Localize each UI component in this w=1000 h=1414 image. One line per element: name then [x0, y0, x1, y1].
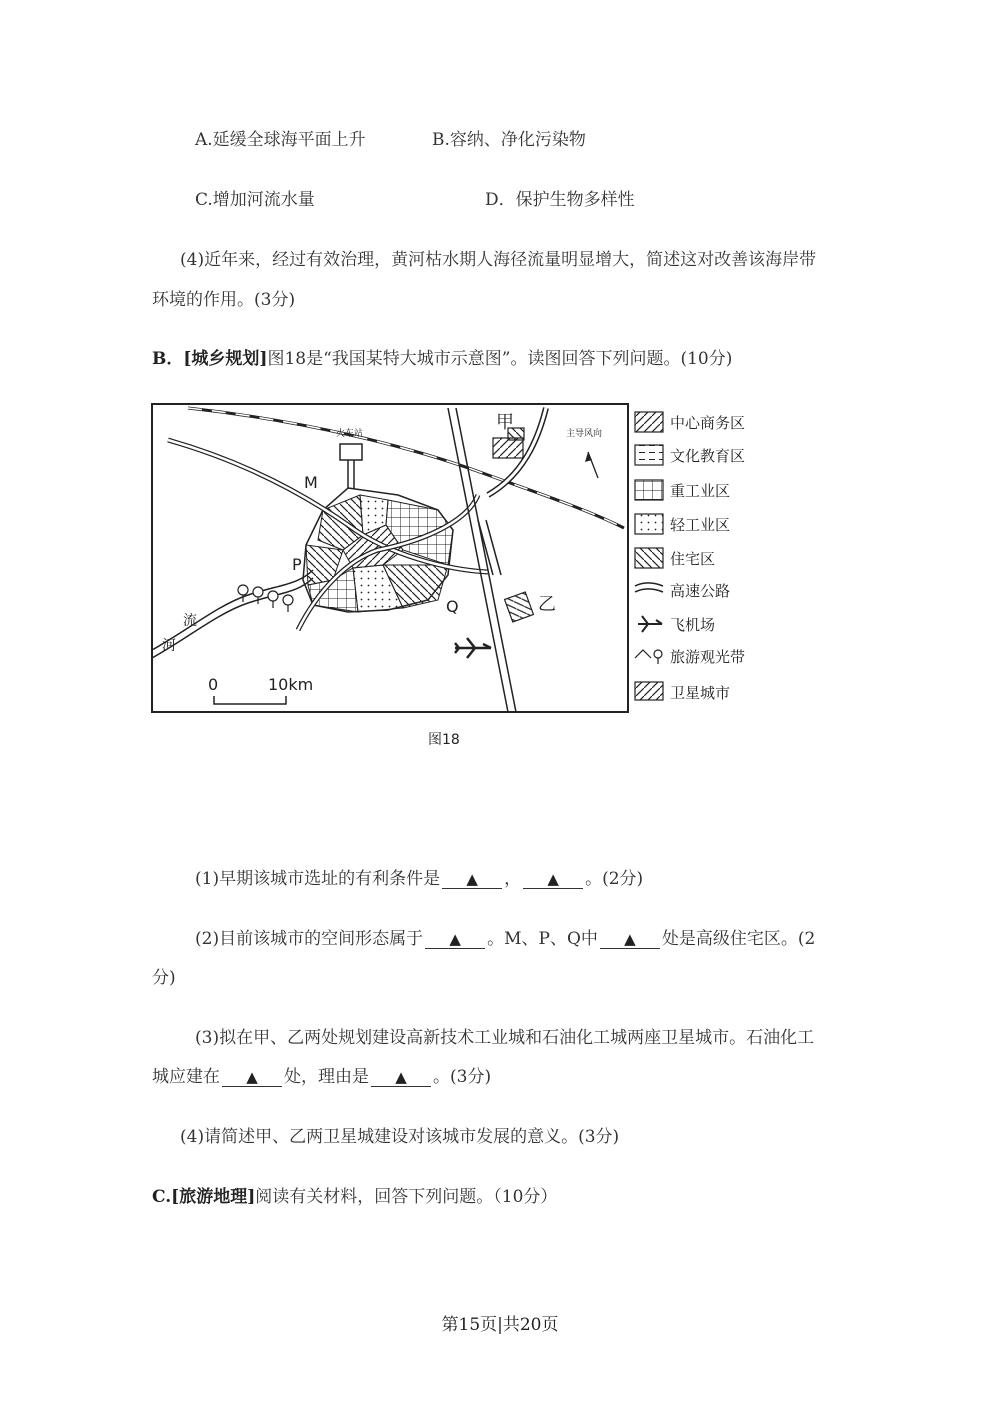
q4-line2: 环境的作用。(3分)	[152, 290, 296, 310]
q3-mid: 处，理由是	[284, 1067, 369, 1087]
legend-cbd: 中心商务区	[670, 414, 746, 432]
option-b: B.容纳、净化污染物	[432, 130, 586, 150]
section-b-prefix: B．	[152, 349, 184, 369]
blank-mark-icon: ▲	[466, 870, 478, 888]
q3-pre: 城应建在	[152, 1067, 220, 1087]
scale-zero: 0	[208, 675, 219, 694]
section-c-heading	[152, 1182, 557, 1207]
section-c-prefix: C.	[152, 1187, 172, 1207]
scale-ten: 10km	[268, 675, 314, 694]
q3-line1: (3)拟在甲、乙两处规划建设高新技术工业城和石油化工城两座卫星城市。石油化工	[195, 1028, 815, 1048]
q3-blank-1[interactable]	[222, 1069, 282, 1087]
blank-mark-icon: ▲	[547, 870, 559, 888]
option-d: D．保护生物多样性	[485, 190, 635, 210]
question-1	[195, 864, 643, 889]
legend-tourism: 旅游观光带	[670, 648, 746, 666]
label-M: M	[304, 473, 318, 492]
label-Q: Q	[446, 597, 459, 616]
question-2	[195, 924, 815, 949]
legend-plane-icon	[638, 616, 662, 632]
label-P: P	[292, 555, 302, 574]
legend-airport: 飞机场	[670, 616, 716, 634]
question-4: (4)请简述甲、乙两卫星城建设对该城市发展的意义。(3分)	[180, 1127, 620, 1147]
question-3-line2	[152, 1062, 491, 1087]
section-b-heading	[152, 344, 732, 369]
river-label-2: 河	[162, 638, 176, 654]
section-c-text: 阅读有关材料，回答下列问题。（10分）	[255, 1187, 558, 1207]
legend-heavy-industry: 重工业区	[670, 482, 731, 500]
q1-end: 。(2分)	[585, 869, 644, 889]
section-b-tag: [城乡规划]	[183, 349, 268, 369]
q2-text: (2)目前该城市的空间形态属于	[195, 929, 424, 949]
blank-mark-icon: ▲	[246, 1068, 258, 1086]
option-a: A.延缓全球海平面上升	[195, 130, 366, 150]
city-map-figure	[148, 400, 778, 750]
q1-text: (1)早期该城市选址的有利条件是	[195, 869, 441, 889]
legend-tree-icon	[635, 650, 662, 664]
river-label-1: 流	[183, 613, 197, 629]
blank-mark-icon: ▲	[395, 1068, 407, 1086]
label-jia: 甲	[496, 412, 514, 433]
figure-caption: 图18	[428, 732, 460, 748]
section-b-text: 图18是“我国某特大城市示意图”。读图回答下列问题。(10分)	[267, 349, 733, 369]
option-c: C.增加河流水量	[195, 190, 315, 210]
q1-blank-1[interactable]	[442, 871, 502, 889]
q3-end: 。(3分)	[433, 1067, 492, 1087]
q2-blank-1[interactable]	[425, 931, 485, 949]
blank-mark-icon: ▲	[624, 930, 636, 948]
section-c-tag: [旅游地理]	[171, 1187, 256, 1207]
q2-line2: 分)	[152, 968, 176, 988]
q1-sep: ，	[504, 869, 522, 889]
q2-end: 处是高级住宅区。(2	[661, 929, 816, 949]
wind-label: 主导风向	[566, 429, 603, 439]
station-label: 火车站	[336, 429, 364, 439]
q4-line1: (4)近年来，经过有效治理，黄河枯水期人海径流量明显增大，简述这对改善该海岸带	[180, 250, 817, 270]
legend-residential: 住宅区	[670, 550, 716, 568]
legend-satellite: 卫星城市	[670, 684, 731, 702]
legend-education: 文化教育区	[670, 447, 746, 465]
q3-blank-2[interactable]	[371, 1069, 431, 1087]
q2-blank-2[interactable]	[600, 931, 660, 949]
legend	[635, 412, 745, 702]
label-yi: 乙	[538, 594, 556, 615]
legend-light-industry: 轻工业区	[670, 516, 731, 534]
blank-mark-icon: ▲	[449, 930, 461, 948]
legend-highway: 高速公路	[670, 582, 731, 600]
page-footer: 第15页|共20页	[441, 1315, 559, 1335]
q2-mid: 。M、P、Q中	[487, 929, 598, 949]
q1-blank-2[interactable]	[523, 871, 583, 889]
